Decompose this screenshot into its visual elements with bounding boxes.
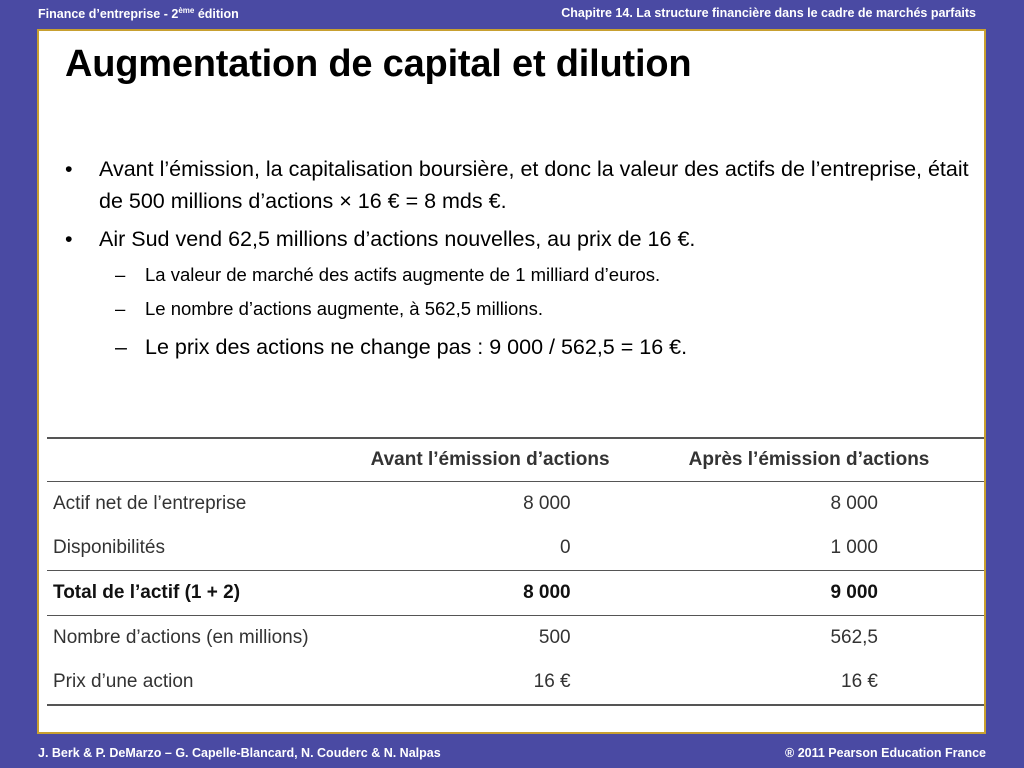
copyright: ® 2011 Pearson Education France: [785, 746, 986, 760]
slide-content: [37, 29, 986, 734]
table-row: [47, 660, 984, 705]
table-row: [47, 482, 984, 527]
bullet-item: • Avant l’émission, la capitalisation boursière, et donc la valeur des actifs de l’entreprise, était de 500 millions d’actions × 16 € = 8 mds €.: [59, 153, 979, 217]
row-label: Total de l’actif (1 + 2): [53, 582, 241, 603]
dash-marker: –: [115, 335, 127, 359]
table-header-row: [47, 438, 984, 482]
value-before: 8 000: [523, 493, 571, 514]
table-header-cell: Après l’émission d’actions: [688, 449, 930, 470]
value-before: 0: [560, 537, 571, 558]
bullet-list: [59, 153, 979, 363]
value-after: 562,5: [830, 627, 878, 648]
table-total-row: [47, 571, 984, 616]
dash-marker: –: [115, 264, 126, 285]
row-label: Prix d’une action: [53, 671, 194, 692]
row-label: Nombre d’actions (en millions): [53, 627, 309, 648]
book-title: Finance d’entreprise - 2ème édition: [38, 6, 239, 21]
balance-table-container: [47, 437, 984, 706]
sub-bullet-item: – Le nombre d’actions augmente, à 562,5 millions.: [59, 295, 979, 323]
value-after: 1 000: [830, 537, 878, 558]
authors: J. Berk & P. DeMarzo – G. Capelle-Blancard, N. Couderc & N. Nalpas: [38, 746, 441, 760]
value-before: 16 €: [533, 671, 571, 692]
table-row: [47, 616, 984, 661]
table-header-cell: [47, 438, 371, 482]
value-after: 9 000: [830, 582, 878, 603]
sub-bullet-item: – Le prix des actions ne change pas : 9 000 / 562,5 = 16 €.: [59, 331, 979, 363]
value-before: 500: [538, 627, 571, 648]
value-after: 8 000: [830, 493, 878, 514]
value-before: 8 000: [523, 582, 571, 603]
table-row: [47, 526, 984, 571]
footer-bar: [0, 742, 1024, 768]
row-label: Actif net de l’entreprise: [53, 493, 247, 514]
slide-title: Augmentation de capital et dilution: [65, 43, 692, 85]
sub-bullet-item: – La valeur de marché des actifs augmente de 1 milliard d’euros.: [59, 261, 979, 289]
row-label: Disponibilités: [53, 537, 165, 558]
dash-marker: –: [115, 298, 126, 319]
bullet-marker: •: [65, 157, 73, 181]
table-header-cell: Avant l’émission d’actions: [370, 449, 610, 470]
header-bar: [0, 0, 1024, 26]
balance-table: [47, 437, 984, 706]
bullet-marker: •: [65, 227, 73, 251]
value-after: 16 €: [841, 671, 878, 692]
chapter-title: Chapitre 14. La structure financière dans le cadre de marchés parfaits: [561, 6, 976, 20]
bullet-item: • Air Sud vend 62,5 millions d’actions nouvelles, au prix de 16 €.: [59, 223, 979, 255]
